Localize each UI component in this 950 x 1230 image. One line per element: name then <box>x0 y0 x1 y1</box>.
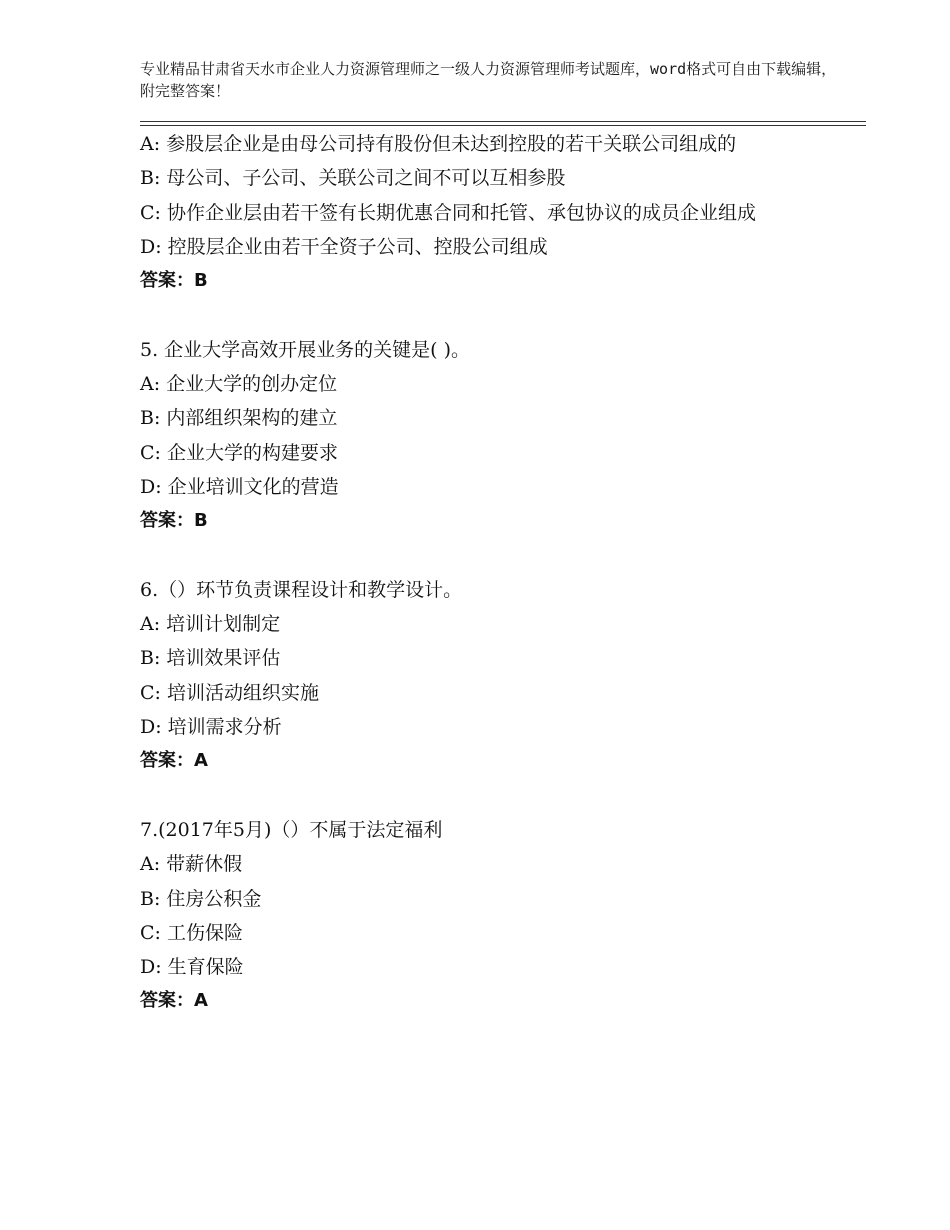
answer-label: 答案：A <box>140 750 208 772</box>
option-a: A: 企业大学的创办定位 <box>140 373 338 396</box>
answer-label: 答案：B <box>140 510 208 532</box>
document-header: 专业精品甘肃省天水市企业人力资源管理师之一级人力资源管理师考试题库，word格式可自由下载编辑，附完整答案！ <box>140 60 837 100</box>
option-b: B: 培训效果评估 <box>140 647 281 670</box>
option-b: B: 内部组织架构的建立 <box>140 407 338 430</box>
answer-label: 答案：B <box>140 270 208 292</box>
option-c: C: 工伤保险 <box>140 921 243 944</box>
option-a: A: 参股层企业是由母公司持有股份但未达到控股的若干关联公司组成的 <box>140 133 737 155</box>
question-block <box>140 333 820 539</box>
question-stem: 5. 企业大学高效开展业务的关键是( )。 <box>140 338 471 361</box>
question-block <box>140 573 820 779</box>
header-rule-top <box>140 121 866 122</box>
question-block <box>140 127 820 298</box>
option-b: B: 母公司、子公司、关联公司之间不可以互相参股 <box>140 167 566 190</box>
option-d: D: 企业培训文化的营造 <box>140 475 339 498</box>
question-list <box>140 127 820 1019</box>
question-stem: 6.（）环节负责课程设计和教学设计。 <box>140 578 463 601</box>
option-c: C: 培训活动组织实施 <box>140 681 319 704</box>
option-d: D: 控股层企业由若干全资子公司、控股公司组成 <box>140 235 548 258</box>
header-rule-bottom <box>140 125 866 126</box>
option-c: C: 协作企业层由若干签有长期优惠合同和托管、承包协议的成员企业组成 <box>140 201 756 224</box>
option-a: A: 带薪休假 <box>140 853 243 876</box>
option-a: A: 培训计划制定 <box>140 613 281 636</box>
answer-label: 答案：A <box>140 990 208 1012</box>
option-c: C: 企业大学的构建要求 <box>140 441 338 464</box>
option-d: D: 生育保险 <box>140 956 244 979</box>
option-b: B: 住房公积金 <box>140 887 262 910</box>
option-d: D: 培训需求分析 <box>140 716 282 739</box>
question-block <box>140 813 820 1019</box>
question-stem: 7.(2017年5月)（）不属于法定福利 <box>140 818 443 841</box>
